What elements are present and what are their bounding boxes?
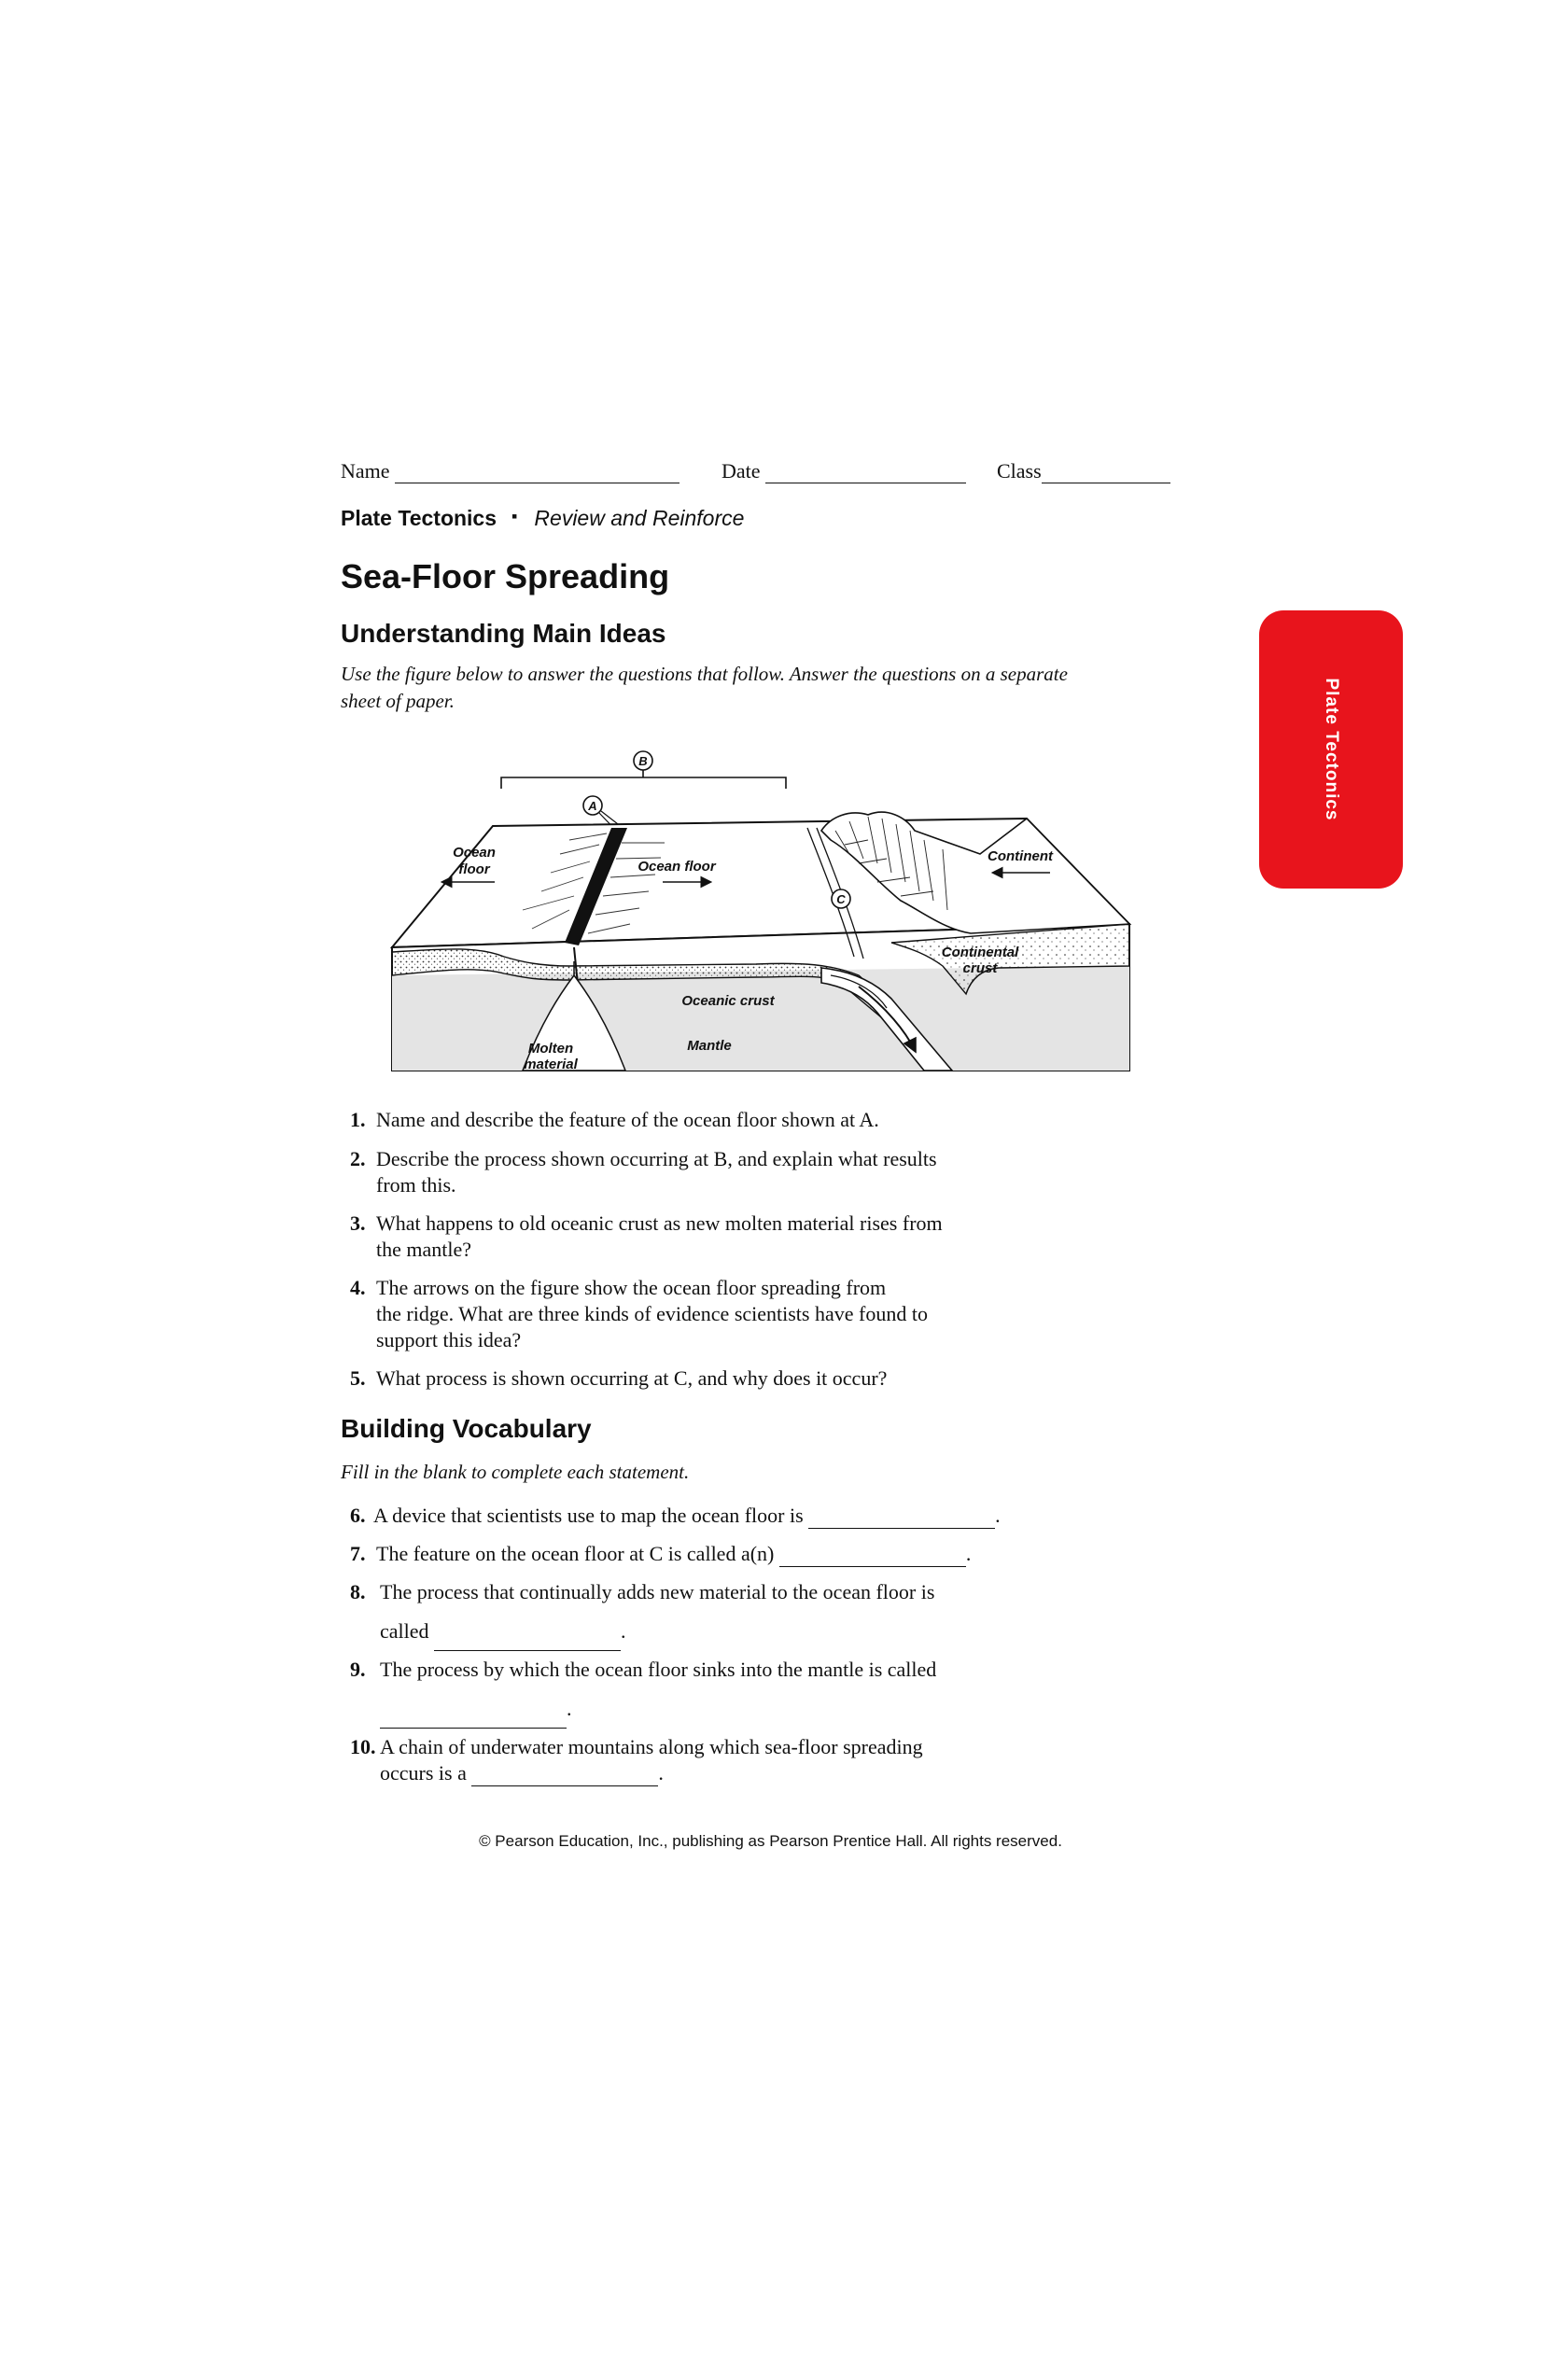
vocab-line: The feature on the ocean floor at C is called a(n): [376, 1542, 775, 1565]
section-heading-vocabulary: Building Vocabulary: [341, 1414, 592, 1443]
class-field[interactable]: [997, 459, 1170, 483]
question-line: support this idea?: [376, 1328, 522, 1351]
label-continent: Continent: [988, 848, 1053, 864]
vocab-line: The process by which the ocean floor sinks into the mantle is called: [380, 1658, 937, 1681]
breadcrumb: [341, 506, 744, 531]
main-ideas-instructions: Use the figure below to answer the questions that follow. Answer the questions on a separate sheet of paper.: [341, 663, 1068, 712]
class-label: Class: [997, 459, 1042, 483]
question-number: 2.: [350, 1147, 366, 1170]
breadcrumb-chapter: Plate Tectonics: [341, 506, 497, 530]
name-label: Name: [341, 459, 390, 483]
question-line: Name and describe the feature of the ocean floor shown at A.: [376, 1108, 879, 1131]
vocab-blank-6[interactable]: [808, 1507, 995, 1529]
vocab-text: [380, 1734, 1099, 1786]
name-field[interactable]: [341, 459, 679, 483]
section-heading-main-ideas: Understanding Main Ideas: [341, 619, 666, 648]
side-tab-label-wrap: [1259, 610, 1403, 889]
vocab-line: occurs is a: [380, 1761, 467, 1785]
vocab-number: 9.: [350, 1658, 366, 1681]
label-ocean-floor-left-2: floor: [458, 861, 490, 877]
vocab-punct: .: [658, 1761, 664, 1785]
question-line: the mantle?: [376, 1238, 472, 1261]
vocab-punct: .: [567, 1697, 572, 1720]
question-text: [376, 1211, 1095, 1263]
question-text: [376, 1365, 1095, 1392]
question-number: 3.: [350, 1211, 366, 1235]
marker-b-text: B: [638, 754, 648, 768]
copyright-notice: © Pearson Education, Inc., publishing as Pearson Prentice Hall. All rights reserved.: [479, 1832, 1062, 1850]
question-number: 4.: [350, 1276, 366, 1299]
vocab-blank-10[interactable]: [471, 1765, 658, 1786]
question-line: from this.: [376, 1173, 456, 1197]
question-number: 5.: [350, 1366, 366, 1390]
question-text: [376, 1275, 1095, 1353]
breadcrumb-separator: ▪: [511, 507, 518, 525]
vocab-number: 8.: [350, 1580, 366, 1603]
vocab-line: A chain of underwater mountains along which sea-floor spreading: [380, 1735, 923, 1758]
breadcrumb-section: Review and Reinforce: [534, 506, 745, 530]
sea-floor-spreading-figure: [383, 742, 1148, 1087]
vocab-text: [373, 1503, 1092, 1529]
label-continental-crust-1: Continental: [941, 945, 1019, 960]
question-text: [376, 1146, 1095, 1198]
label-molten-2: material: [524, 1057, 578, 1072]
question-line: What happens to old oceanic crust as new molten material rises from: [376, 1211, 943, 1235]
vocab-punct: .: [995, 1504, 1001, 1527]
label-ocean-floor-left-1: Ocean: [453, 845, 496, 861]
question-line: Describe the process shown occurring at B, and explain what results: [376, 1147, 937, 1170]
vocab-punct: .: [965, 1542, 972, 1565]
marker-a-text: A: [588, 799, 597, 813]
vocab-number: 7.: [350, 1542, 366, 1565]
vocabulary-instructions: Fill in the blank to complete each statement.: [341, 1461, 690, 1483]
label-molten-1: Molten: [527, 1041, 574, 1057]
vocab-text: [380, 1573, 1099, 1651]
vocab-line: The process that continually adds new material to the ocean floor is: [380, 1580, 935, 1603]
question-line: The arrows on the figure show the ocean floor spreading from: [376, 1276, 887, 1299]
marker-c-text: C: [836, 892, 846, 906]
vocab-line: called: [380, 1619, 429, 1643]
label-ocean-floor-center: Ocean floor: [637, 859, 716, 875]
vocab-number: 6.: [350, 1504, 366, 1527]
label-mantle: Mantle: [687, 1038, 732, 1054]
label-oceanic-crust: Oceanic crust: [681, 993, 775, 1009]
vocab-punct: .: [621, 1619, 626, 1643]
page-title: Sea-Floor Spreading: [341, 557, 670, 595]
vocab-text: [376, 1541, 1095, 1567]
date-label: Date: [721, 459, 761, 483]
date-field[interactable]: [721, 459, 966, 483]
label-continental-crust-2: crust: [962, 960, 998, 976]
class-blank[interactable]: [1042, 462, 1170, 483]
side-tab-label: Plate Tectonics: [1322, 678, 1341, 821]
vocab-blank-7[interactable]: [779, 1546, 966, 1567]
bracket-b: [501, 751, 786, 789]
name-blank[interactable]: [395, 462, 679, 483]
question-text: [376, 1107, 1095, 1133]
question-line: What process is shown occurring at C, and why does it occur?: [376, 1366, 888, 1390]
mantle-layer: [392, 966, 1129, 1071]
student-info-line: [341, 459, 1181, 493]
date-blank[interactable]: [765, 462, 966, 483]
question-line: the ridge. What are three kinds of evidence scientists have found to: [376, 1302, 928, 1325]
vocab-text: [380, 1650, 1099, 1729]
vocab-blank-9[interactable]: [380, 1707, 567, 1729]
vocab-blank-8[interactable]: [434, 1630, 621, 1651]
vocab-number: 10.: [350, 1735, 376, 1758]
question-number: 1.: [350, 1108, 366, 1131]
vocab-line: A device that scientists use to map the ocean floor is: [373, 1504, 804, 1527]
